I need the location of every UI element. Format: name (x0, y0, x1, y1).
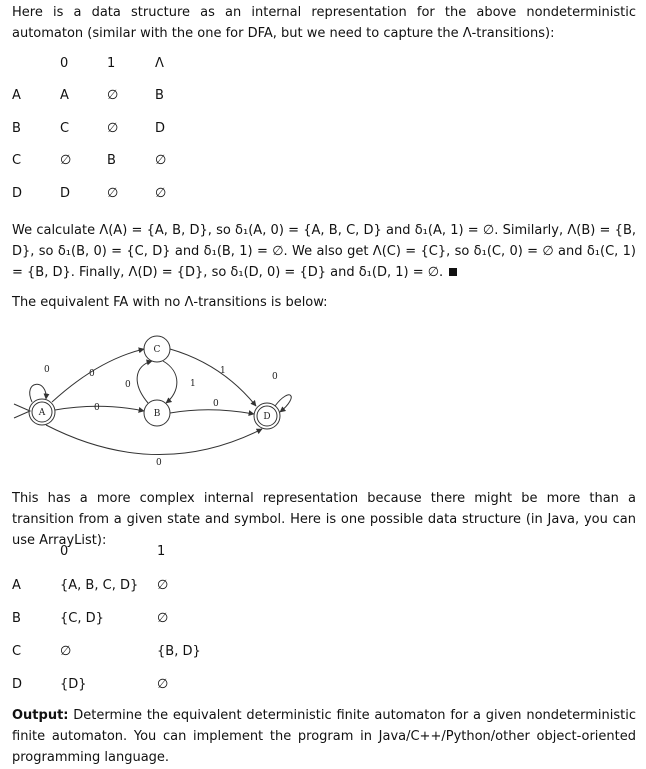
intro-paragraph: Here is a data structure as an internal representation for the above nondeterministic automaton (similar with the one for DFA, but we need to capture the Λ-transitions): (12, 5, 636, 41)
table2-cell: {A, B, C, D} (60, 578, 139, 593)
edge-c-to-d (170, 349, 256, 406)
state-d-label: D (263, 412, 271, 422)
nfa-header-1: 1 (107, 56, 116, 71)
table2-row-label: C (12, 644, 22, 659)
output-paragraph (12, 705, 636, 768)
calculation-text: We calculate Λ(A) = {A, B, D}, so δ₁(A, 0) = {A, B, C, D} and δ₁(A, 1) = ∅. Similarly, Λ(B) = {B, D}, so δ₁(B, 0) = {C, D} and δ₁(B, 1) = ∅. We also get Λ(C) = {C}, so δ₁(C, 0) = ∅ and δ₁(C, 1) = {B, D}. Finally, Λ(D) = {D}, so δ₁(D, 0) = {D} and δ₁(D, 1) = ∅. (12, 223, 636, 280)
output-text: Determine the equivalent deterministic finite automaton for a given nondeterministic finite automaton. You can implement the program in Java/C++/Python/other object-oriented programming language. (12, 708, 636, 765)
edge-label: 0 (125, 380, 131, 390)
edge-c-to-b (163, 361, 177, 403)
edge-a-to-c (52, 349, 144, 402)
nfa-cell: D (155, 121, 166, 136)
nfa-row-label: C (12, 153, 22, 168)
nfa-cell: ∅ (107, 121, 119, 136)
table2-cell: ∅ (157, 677, 169, 692)
table2-cell: ∅ (157, 578, 169, 593)
edge-label: 0 (156, 458, 162, 468)
table2-cell: {C, D} (60, 611, 104, 626)
edge-label: 0 (89, 369, 95, 379)
state-a-label: A (38, 408, 46, 418)
nfa-cell: ∅ (60, 153, 72, 168)
table2-row-label: D (12, 677, 23, 692)
output-label: Output: (12, 708, 69, 723)
edge-d-loop (275, 395, 291, 412)
table2-cell: ∅ (60, 644, 72, 659)
nfa-row-label: D (12, 186, 23, 201)
nfa-cell: B (107, 153, 116, 168)
nfa-cell: B (155, 88, 164, 103)
edge-label: 0 (213, 399, 219, 409)
start-arrow-icon (14, 404, 30, 418)
nfa-cell: C (60, 121, 70, 136)
nfa-cell: ∅ (155, 153, 167, 168)
state-b-label: B (153, 409, 161, 419)
edge-label: 0 (44, 365, 50, 375)
table2-cell: {D} (60, 677, 87, 692)
nfa-row-label: A (12, 88, 21, 103)
nfa-cell: ∅ (107, 88, 119, 103)
table2-row-label: A (12, 578, 21, 593)
nfa-cell: ∅ (107, 186, 119, 201)
table2-cell: ∅ (157, 611, 169, 626)
state-d (254, 403, 280, 429)
edge-a-to-d (46, 425, 262, 455)
edge-label: 0 (272, 372, 278, 382)
qed-square-icon (449, 268, 457, 276)
table2-row-label: B (12, 611, 21, 626)
nfa-row-label: B (12, 121, 21, 136)
nfa-cell: A (60, 88, 69, 103)
edge-label: 0 (94, 403, 100, 413)
nfa-header-lambda: Λ (155, 56, 164, 71)
automaton-diagram (0, 322, 646, 482)
state-c-label: C (153, 345, 161, 355)
table2-header-1: 1 (157, 544, 166, 559)
state-c (144, 336, 170, 362)
state-a (29, 399, 55, 425)
table2-header-0: 0 (60, 544, 69, 559)
table2-cell: {B, D} (157, 644, 201, 659)
nfa-cell: D (60, 186, 71, 201)
edge-label: 1 (190, 379, 196, 389)
edge-b-to-d (170, 410, 254, 414)
nfa-cell: ∅ (155, 186, 167, 201)
state-b (144, 400, 170, 426)
edge-label: 1 (220, 366, 226, 376)
edge-b-to-c (137, 361, 152, 403)
complex-representation-paragraph: This has a more complex internal representation because there might be more than a transition from a given state and symbol. Here is one possible data structure (in Java, you can use ArrayList): (12, 491, 636, 548)
calculation-paragraph (12, 220, 636, 283)
equivalent-fa-sentence: The equivalent FA with no Λ-transitions is below: (12, 295, 328, 310)
nfa-header-0: 0 (60, 56, 69, 71)
